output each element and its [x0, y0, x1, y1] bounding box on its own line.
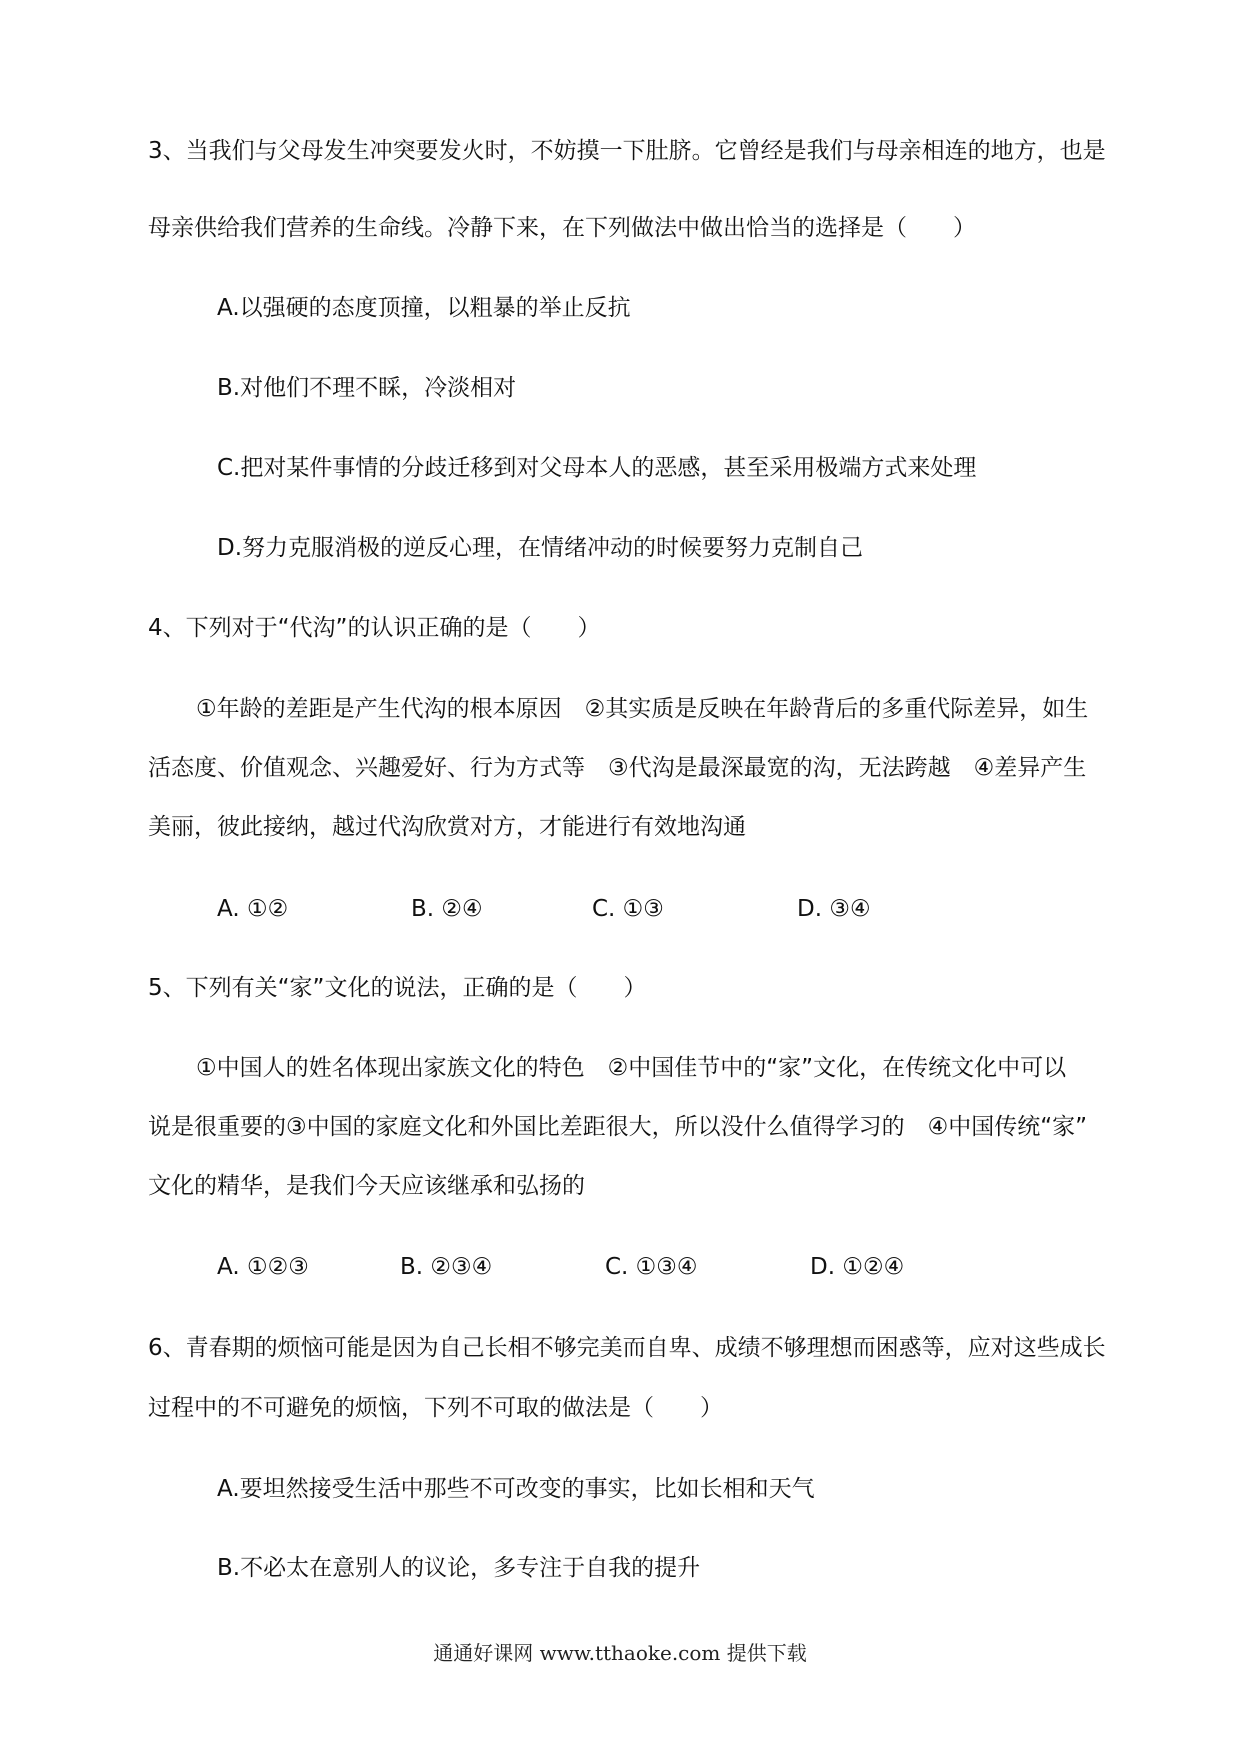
q3-option-d: D.努力克服消极的逆反心理，在情绪冲动的时候要努力克制自己	[217, 535, 864, 561]
q3-option-b: B.对他们不理不睬，冷淡相对	[217, 375, 517, 401]
q5-option-c: C. ①③④	[605, 1254, 698, 1280]
q6-stem-line1: 6、青春期的烦恼可能是因为自己长相不够完美而自卑、成绩不够理想而困惑等，应对这些成长	[148, 1335, 1106, 1361]
page-footer: 通通好课网 www.tthaoke.com 提供下载	[433, 1641, 807, 1665]
q5-stem: 5、下列有关“家”文化的说法，正确的是（ ）	[148, 975, 647, 1001]
q6-option-a: A.要坦然接受生活中那些不可改变的事实，比如长相和天气	[217, 1476, 815, 1502]
q3-stem-line1: 3、当我们与父母发生冲突要发火时，不妨摸一下肚脐。它曾经是我们与母亲相连的地方，也是	[148, 138, 1106, 164]
q3-stem-line2: 母亲供给我们营养的生命线。冷静下来，在下列做法中做出恰当的选择是（ ）	[148, 215, 976, 241]
q4-body-line3: 美丽，彼此接纳，越过代沟欣赏对方，才能进行有效地沟通	[148, 814, 746, 840]
q4-option-a: A. ①②	[217, 896, 289, 922]
q6-option-b: B.不必太在意别人的议论，多专注于自我的提升	[217, 1555, 701, 1581]
q4-body-line2: 活态度、价值观念、兴趣爱好、行为方式等 ③代沟是最深最宽的沟，无法跨越 ④差异产生	[148, 755, 1087, 781]
q5-option-a: A. ①②③	[217, 1254, 309, 1280]
q5-body-line2: 说是很重要的③中国的家庭文化和外国比差距很大，所以没什么值得学习的 ④中国传统“家”	[148, 1114, 1088, 1140]
q4-stem: 4、下列对于“代沟”的认识正确的是（ ）	[148, 615, 601, 641]
q5-body-line1: ①中国人的姓名体现出家族文化的特色 ②中国佳节中的“家”文化，在传统文化中可以	[196, 1055, 1067, 1081]
q4-option-c: C. ①③	[592, 896, 664, 922]
q3-option-c: C.把对某件事情的分歧迁移到对父母本人的恶感，甚至采用极端方式来处理	[217, 455, 977, 481]
q4-option-d: D. ③④	[797, 896, 871, 922]
q5-body-line3: 文化的精华，是我们今天应该继承和弘扬的	[148, 1173, 585, 1199]
q5-option-d: D. ①②④	[810, 1254, 905, 1280]
q6-stem-line2: 过程中的不可避免的烦恼，下列不可取的做法是（ ）	[148, 1395, 723, 1421]
q4-body-line1: ①年龄的差距是产生代沟的根本原因 ②其实质是反映在年龄背后的多重代际差异，如生	[196, 696, 1089, 722]
q5-option-b: B. ②③④	[400, 1254, 493, 1280]
q3-option-a: A.以强硬的态度顶撞，以粗暴的举止反抗	[217, 295, 631, 321]
q4-option-b: B. ②④	[411, 896, 483, 922]
